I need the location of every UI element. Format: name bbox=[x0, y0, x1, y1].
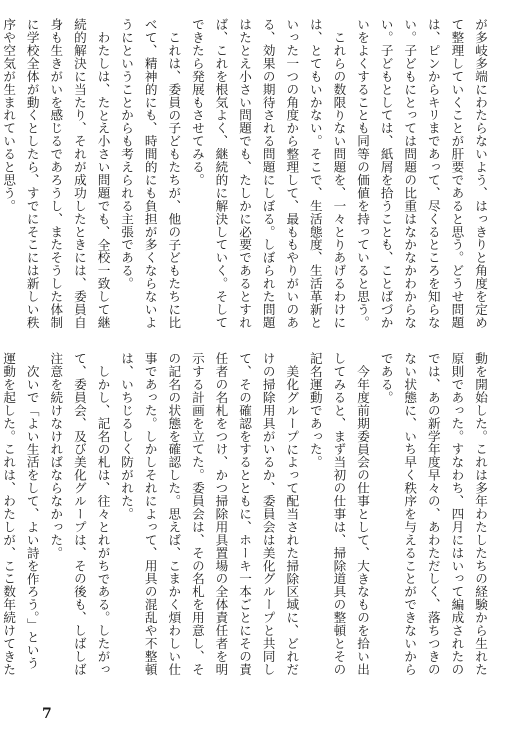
paragraph: 次いで「よい生活をして、よい詩を作ろう。」という運動を起した。これは、わたしが、ここ数年続けてきた bbox=[1, 352, 40, 676]
paragraph: 美化グループによって配当された掃除区域に、どれだけの掃除用具がいるか、委員会は美化グループと共同して、その確認をするとともに、ホーキ一本ごとにその責任者の名札をつけ、かつ掃除用具置場の全体責任者を明示する計画を立てた。委員会は、その名札を用意し、その記名の状態を確認した。思えば、こまかく煩わしい仕事であった。しかしそれによって、用具の混乱や不整頓は、いちじるしく防がれた。 bbox=[119, 352, 300, 676]
lower-text-block bbox=[1, 352, 492, 678]
paragraph: が多岐多端にわたらないよう、はっきりと角度を定めて整理していくことが肝要であると思う。どうせ問題は、ピンからキリまであって、尽くるところを知らない。子どもにとっては問題の比重はなかなかわからない。子どもとしては、紙屑を拾うことも、ことばづかいをよくすることも同等の価値を持っていると思う。 bbox=[355, 18, 488, 329]
page-number: 7 bbox=[42, 706, 52, 722]
upper-text-block bbox=[1, 18, 492, 340]
paragraph: これらの数限りない問題を、一々とりあげるわけには、とてもいかない。そこで、生活態度、生活革新といった一つの角度から整理して、最ももやりがいのある、効果の期待される問題にしぼる。しぼられた問題はたとえ小さい問題でも、たしかに必要であるとすれば、これを根気よく、継続的に解決していく。そしてできたら発展もさせてみる。 bbox=[189, 18, 347, 329]
paragraph: 今年度前期委員会の仕事として、大きなものを拾い出してみると、まず当初の仕事は、掃除道具の整頓とその記名運動であった。 bbox=[307, 352, 371, 676]
paragraph: これは、委員の子どもたちが、他の子どもたちに比べて、精神的にも、時間的にも負担が多くならないようにということからも考えられる主張である。 bbox=[119, 18, 182, 329]
paragraph: 動を開始した。これは多年わたしたちの経験から生れた原則であった。すなわち、四月にはいって編成されたのでは、あの新学年度早々の、あわただしく、落ちつきのない状態に、いち早く秩序を与えることができないからである。 bbox=[378, 352, 488, 676]
paragraph: わたしは、たとえ小さい問題でも、全校一致して継続的解決に当たり、それが成功したときには、委員自身も生きがいを感じるであろうし、またそうした体制に学校全体が動くとしたら、すでにそこには新しい秩序や空気が生まれていると思う。 bbox=[1, 18, 111, 329]
paragraph: しかし、記名の札は、往々とれがちである。したがって、委員会、及び美化グループは、その後も、しばしば注意を続けなければならなかった。 bbox=[48, 352, 111, 676]
